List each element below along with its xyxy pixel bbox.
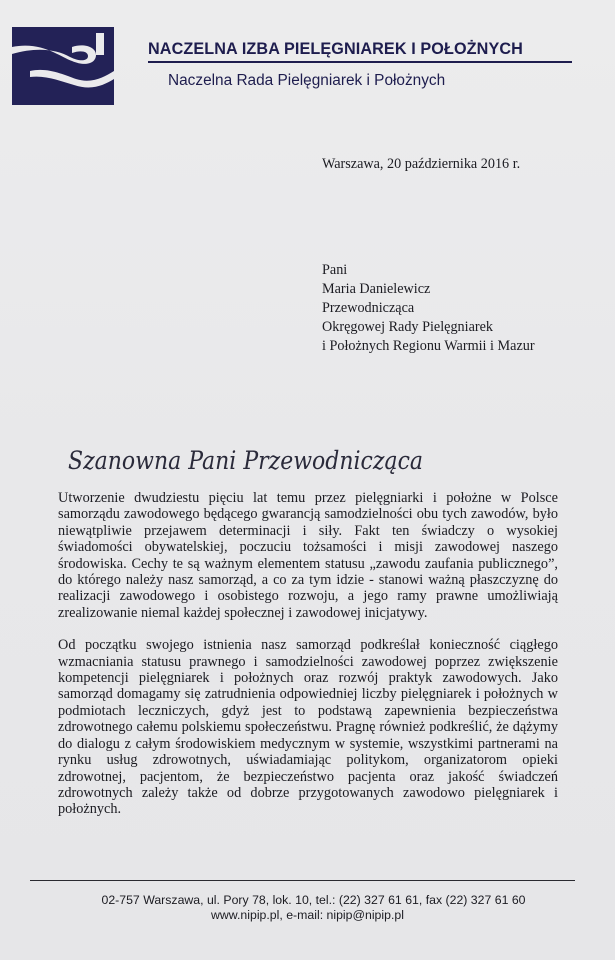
addressee-line: Pani [322,262,348,278]
addressee-line: Maria Danielewicz [322,281,431,297]
addressee-line: i Położnych Regionu Warmii i Mazur [322,338,535,354]
addressee-line: Przewodnicząca [322,300,415,316]
handwritten-salutation [64,435,434,485]
footer-divider [30,880,575,881]
addressee-block [322,261,535,356]
letter-body [58,490,558,834]
organization-logo [12,27,114,105]
letterhead-divider [148,61,572,63]
footer-web-contact: www.nipip.pl, e-mail: nipip@nipip.pl [211,908,404,922]
organization-name: NACZELNA IZBA PIELĘGNIAREK I POŁOŻNYCH [148,40,523,58]
footer-address: 02-757 Warszawa, ul. Pory 78, lok. 10, tel.: (22) 327 61 61, fax (22) 327 61 60 [101,893,526,907]
council-name: Naczelna Rada Pielęgniarek i Położnych [168,72,446,89]
body-paragraph: Utworzenie dwudziestu pięciu lat temu przez pielęgniarki i położne w Polsce samorządu zawodowego będącego gwarancją samodzielności obu tych zawodów, było niewątpliwie przejawem determinacji i siły. Fakt ten świadczy o wysokiej świadomości obywatelskiej, poczuciu tożsamości i misji zawodowej naszego środowiska. Cechy te są ważnym elementem statusu „zawodu zaufania publicznego”, do którego należy nasz samorząd, a co za tym idzie - stanowi ważną płaszczyznę do realizacji zawodowego i osobistego rozwoju, a jego ramy prawne umożliwiają zrealizowanie niemal każdej społecznej i zawodowej inicjatywy. [58,490,558,621]
salutation-text: Szanowna Pani Przewodnicząca [68,446,423,475]
footer [0,893,615,923]
addressee-line: Okręgowej Rady Pielęgniarek [322,319,493,335]
body-paragraph: Od początku swojego istnienia nasz samorząd podkreślał konieczność ciągłego wzmacniania statusu prawnego i samodzielności zawodowej poprzez zwiększenie kompetencji pielęgniarek i położnych oraz rozwój praktyk zawodowych. Jako samorząd domagamy się zatrudnienia odpowiedniej liczby pielęgniarek i położnych w podmiotach leczniczych, gdyż jest to podstawą zapewnienia bezpieczeństwa zdrowotnego całemu polskiemu społeczeństwu. Pragnę również podkreślić, że dążymy do dialogu z całym środowiskiem medycznym w systemie, wszystkimi partnerami na rynku usług zdrowotnych, uświadamiając politykom, organizatorom opieki zdrowotnej, pacjentom, że bezpieczeństwo pacjenta oraz jakość świadczeń zdrowotnych zależy także od dobrze przygotowanych zawodowo pielęgniarek i położnych. [58,637,558,818]
letter-date: Warszawa, 20 października 2016 r. [322,156,521,172]
